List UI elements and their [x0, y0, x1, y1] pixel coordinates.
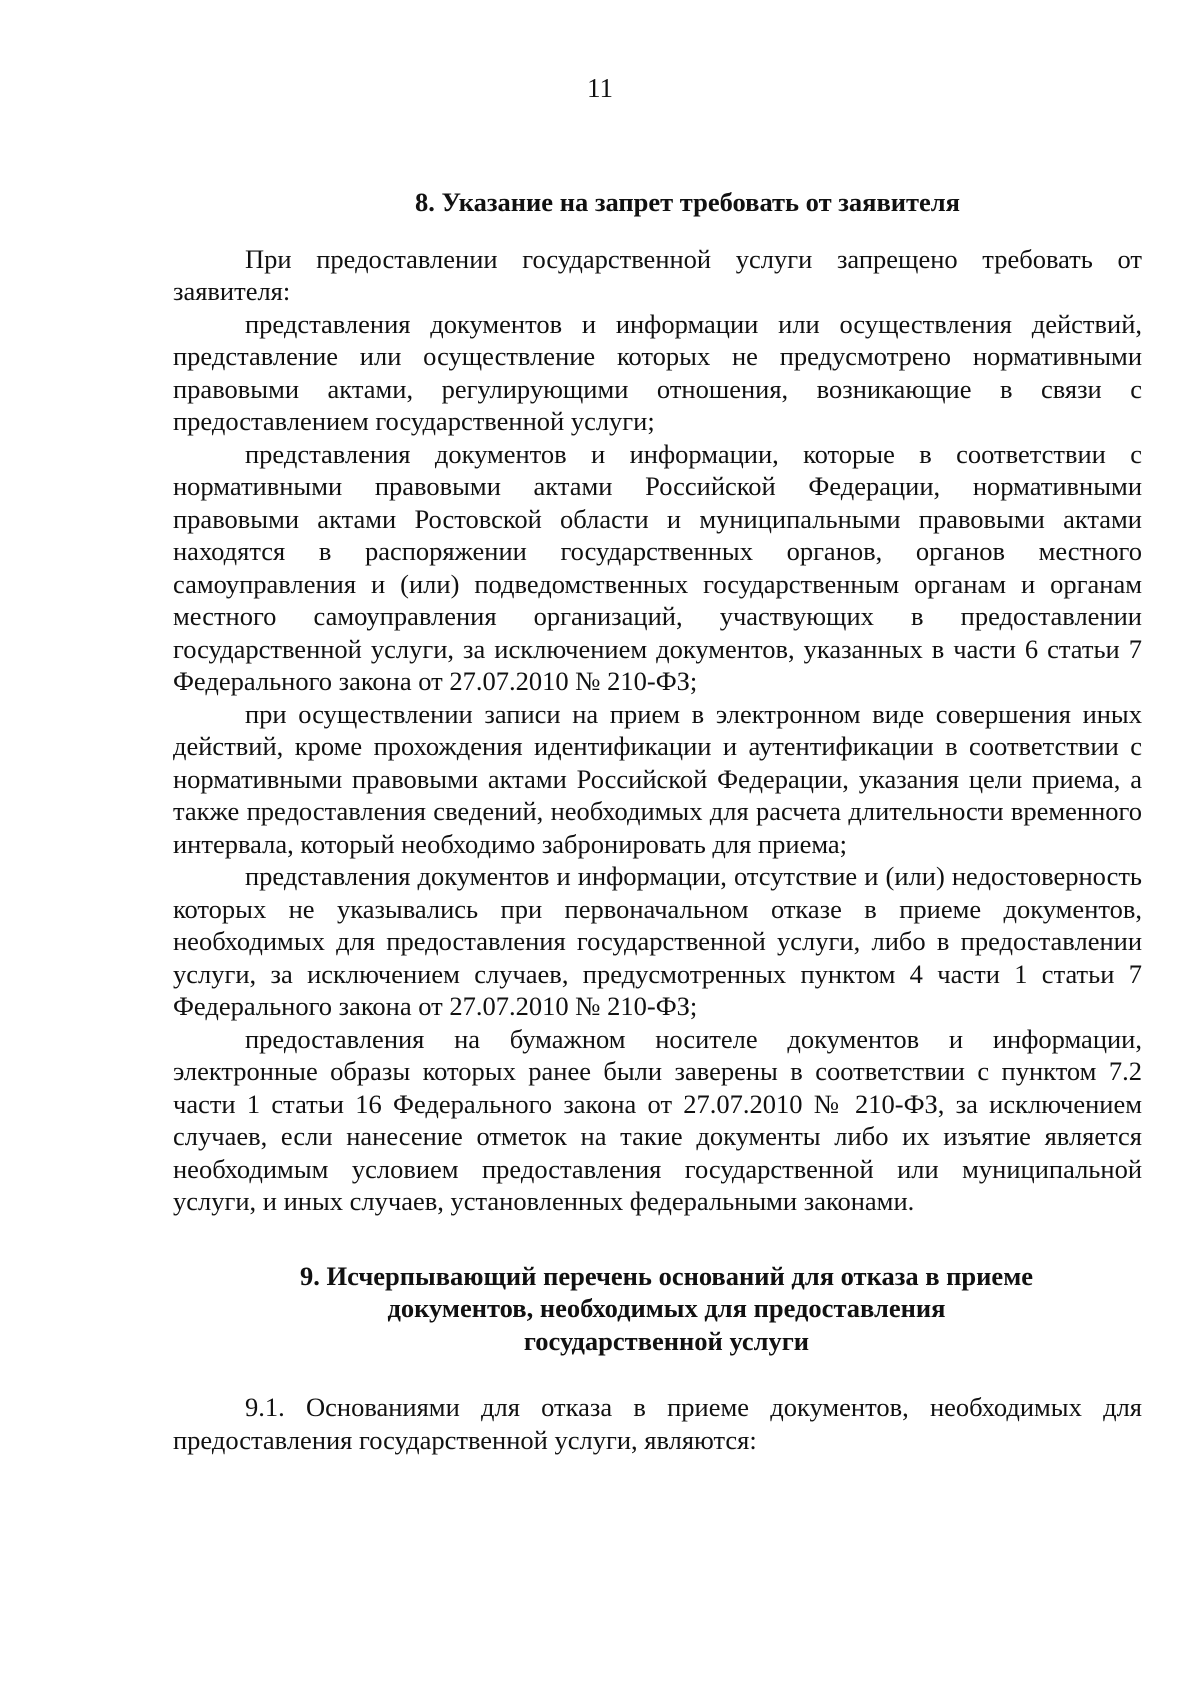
page-number: 11: [587, 73, 613, 103]
section-9-title-line: 9. Исчерпывающий перечень оснований для отказа в приеме: [299, 1260, 1034, 1291]
section-8-paragraph: При предоставлении государственной услуги запрещено требовать от заявителя:: [173, 243, 1142, 306]
section-9-paragraph: 9.1. Основаниями для отказа в приеме документов, необходимых для предоставления государственной услуги, являются:: [173, 1392, 1142, 1455]
section-9-title-line: государственной услуги: [523, 1325, 810, 1356]
section-8-paragraph: при осуществлении записи на прием в электронном виде совершения иных действий, кроме прохождения идентификации и аутентификации в соответствии с нормативными правовыми актами Российской Федерации, указания цели приема, а также предоставления сведений, необходимых для расчета длительности временного интервала, который необходимо забронировать для приема;: [173, 698, 1142, 859]
section-9-title-line: документов, необходимых для предоставления: [387, 1293, 946, 1323]
section-8-paragraph: представления документов и информации, отсутствие и (или) недостоверность которых не указывались при первоначальном отказе в приеме документов, необходимых для предоставления государственной услуги, либо в предоставлении услуги, за исключением случаев, предусмотренных пунктом 4 части 1 статьи 7 Федерального закона от 27.07.2010 № 210-ФЗ;: [173, 861, 1142, 1021]
section-8-paragraph: предоставления на бумажном носителе документов и информации, электронные образы которых ранее были заверены в соответствии с пунктом 7.2 части 1 статьи 16 Федерального закона от 27.07.2010 № 210-ФЗ, за исключением случаев, если нанесение отметок на такие документы либо их изъятие является необходимым условием предоставления государственной или муниципальной услуги, и иных случаев, установленных федеральными законами.: [173, 1023, 1142, 1216]
page-content: [173, 186, 1142, 1456]
section-8-title: 8. Указание на запрет требовать от заявителя: [414, 187, 961, 217]
section-8-paragraph: представления документов и информации, которые в соответствии с нормативными правовыми актами Российской Федерации, нормативными правовыми актами Ростовской области и муниципальными правовыми актами находятся в распоряжении государственных органов, органов местного самоуправления и (или) подведомственных государственным органам и органам местного самоуправления организаций, участвующих в предоставлении государственной услуги, за исключением документов, указанных в части 6 статьи 7 Федерального закона от 27.07.2010 № 210-ФЗ;: [173, 438, 1142, 696]
section-8-paragraph: представления документов и информации или осуществления действий, представление или осуществление которых не предусмотрено нормативными правовыми актами, регулирующими отношения, возникающие в связи с предоставлением государственной услуги;: [173, 308, 1142, 436]
section-9-title: [173, 1260, 1142, 1358]
